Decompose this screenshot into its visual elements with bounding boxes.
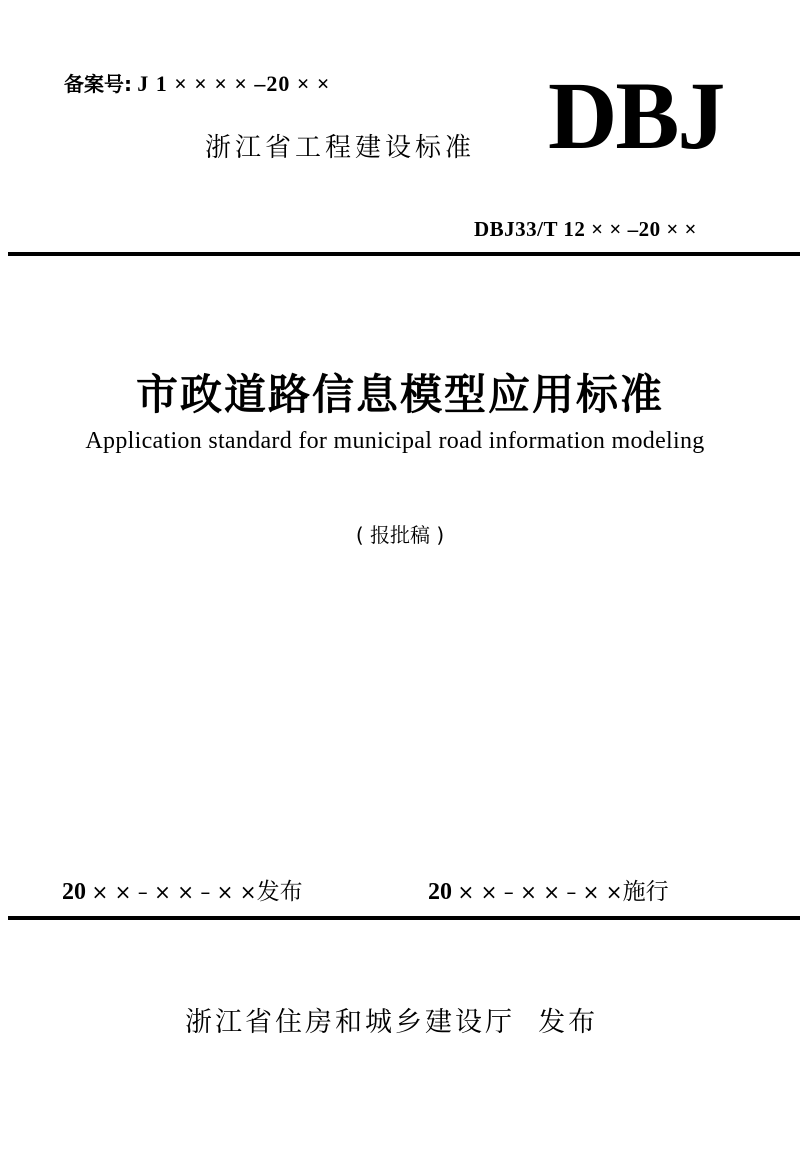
bottom-divider	[8, 916, 800, 920]
implementation-date	[428, 873, 669, 906]
record-number: J 1 × × × × –20 × ×	[137, 71, 331, 96]
implementation-date-mask: × × – × × – × ×	[457, 880, 623, 904]
record-number-line	[64, 68, 330, 97]
publish-label: 发布	[538, 1007, 599, 1038]
implementation-date-year: 20	[428, 879, 452, 905]
draft-status: ( 报批稿 )	[355, 523, 445, 547]
document-title-chinese: 市政道路信息模型应用标准	[135, 370, 664, 419]
issue-date-mask: × × – × × – × ×	[91, 880, 257, 904]
provincial-standard-label: 浙江省工程建设标准	[205, 133, 476, 163]
dbj-logo: DBJ	[548, 62, 724, 169]
implementation-date-label: 施行	[622, 879, 669, 905]
issue-date-label: 发布	[256, 879, 303, 905]
record-label: 备案号:	[64, 72, 132, 96]
publisher-line	[185, 1000, 598, 1039]
top-divider	[8, 252, 800, 256]
issue-date	[62, 873, 303, 906]
publisher-name: 浙江省住房和城乡建设厅	[185, 1007, 515, 1038]
document-title-english: Application standard for municipal road information modeling	[85, 428, 705, 454]
standard-code: DBJ33/T 12 × × –20 × ×	[474, 217, 697, 241]
issue-date-year: 20	[62, 879, 86, 905]
